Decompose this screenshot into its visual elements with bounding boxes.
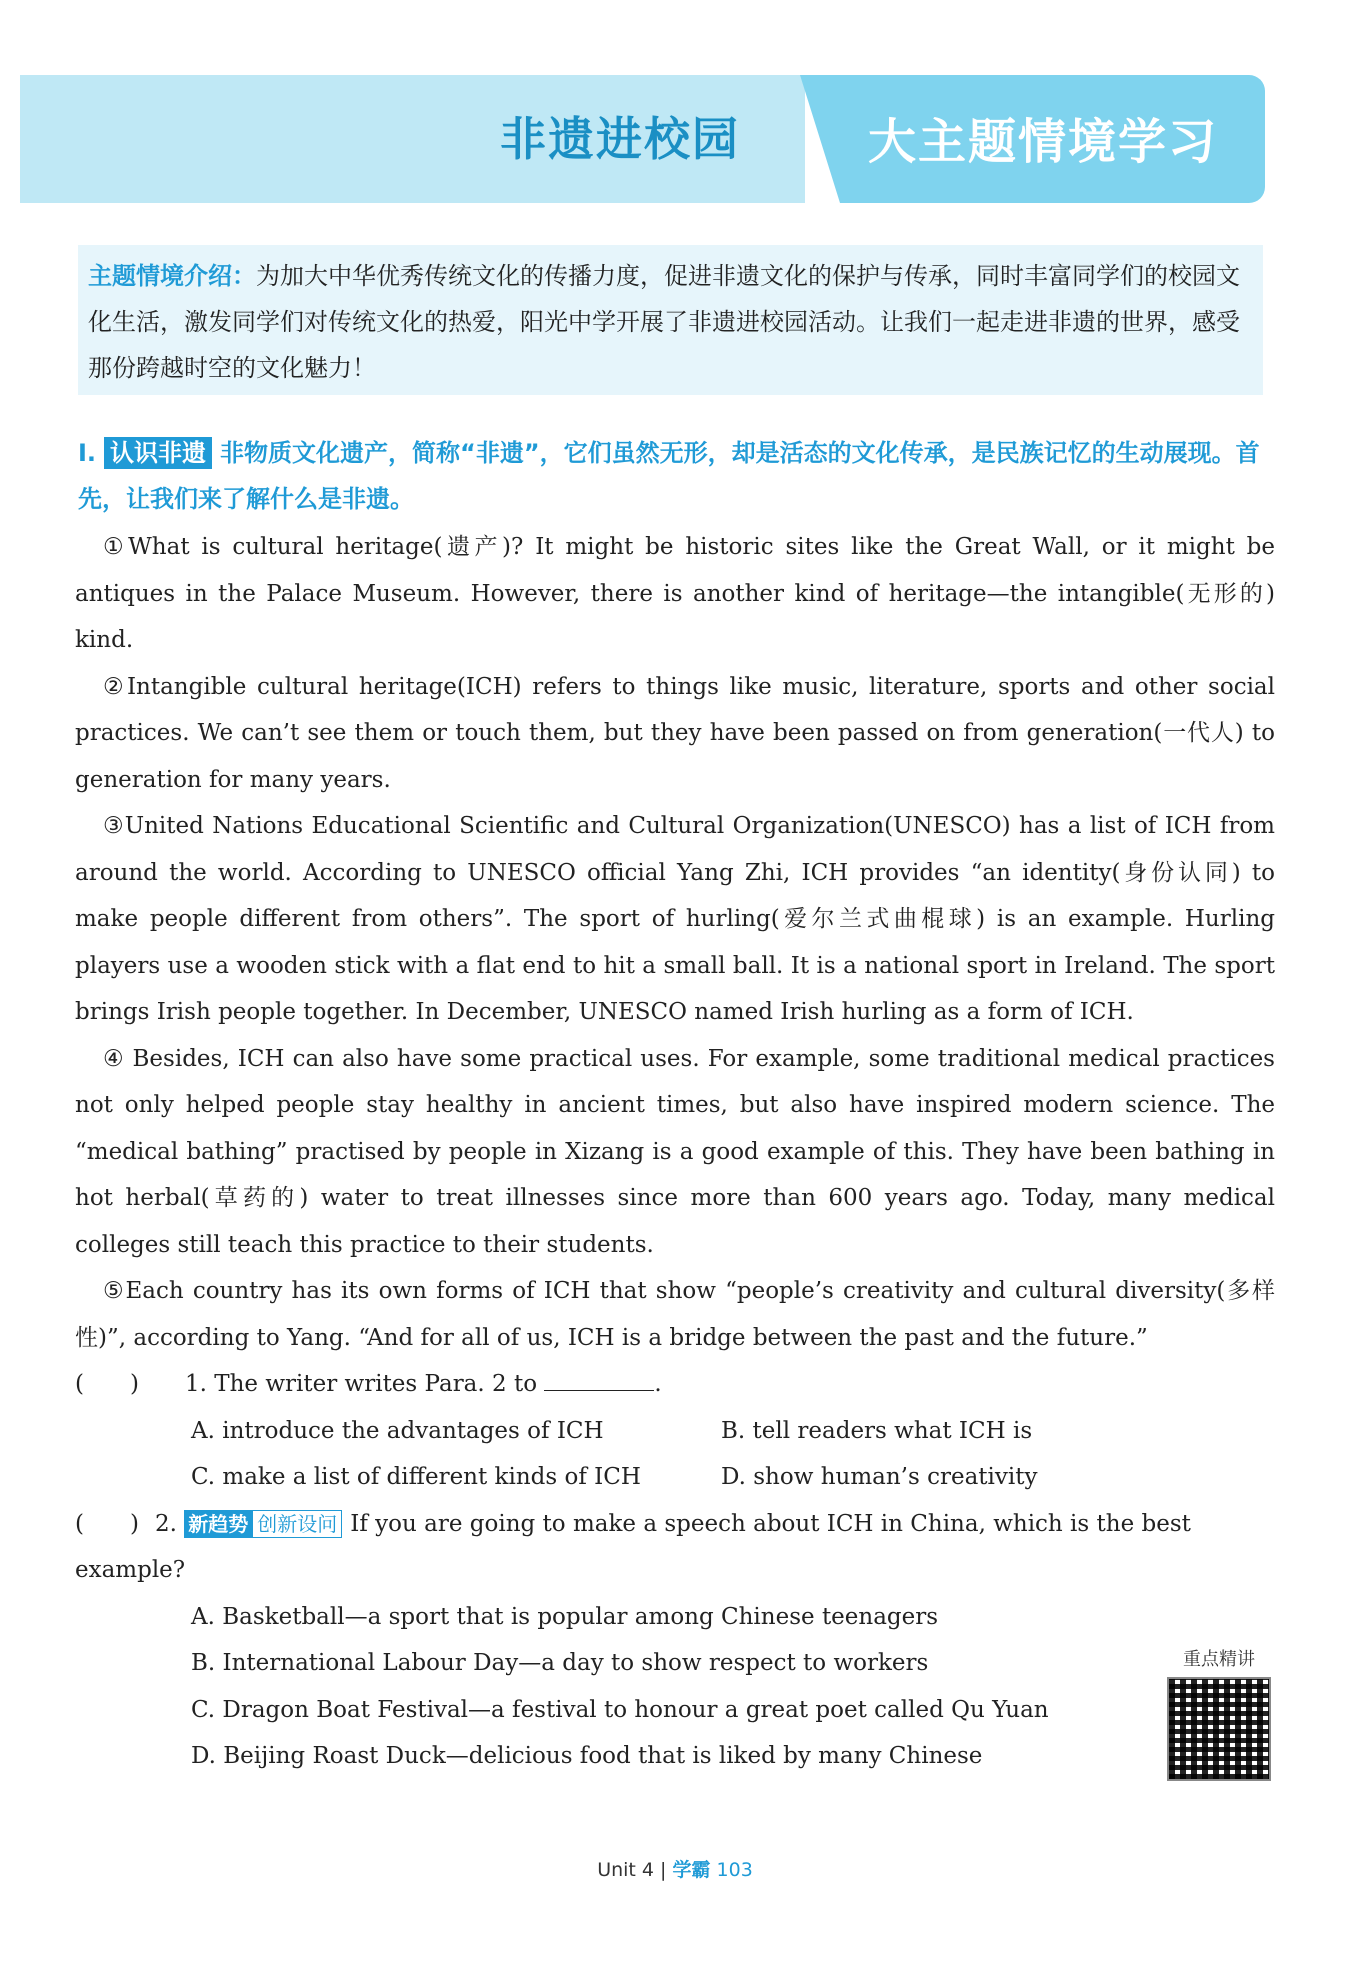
trend-tag: 新趋势: [184, 1510, 252, 1538]
question-1: [75, 1361, 1275, 1408]
option-2c[interactable]: C. Dragon Boat Festival—a festival to honour a great poet called Qu Yuan: [191, 1696, 1049, 1723]
footer-unit: Unit 4: [597, 1859, 654, 1881]
reading-passage: [75, 524, 1275, 1780]
question-1-end: .: [654, 1371, 662, 1397]
question-1-stem: 1. The writer writes Para. 2 to: [185, 1371, 538, 1397]
option-2d[interactable]: D. Beijing Roast Duck—delicious food that is liked by many Chinese: [191, 1743, 983, 1769]
page-header: [20, 75, 1265, 203]
question-2-stem: If you are going to make a speech about ICH in China, which is the best example?: [75, 1510, 1191, 1583]
option-1d[interactable]: D. show human’s creativity: [721, 1464, 1038, 1490]
intro-label: 主题情境介绍：: [88, 262, 256, 290]
paragraph-3: ③United Nations Educational Scientific and Cultural Organization(UNESCO) has a list of ICH from around the world. According to UNESCO official Yang Zhi, ICH provides “an identity(身份认同) to make people different from others”. The sport of hurling(爱尔兰式曲棍球) is an example. Hurling players use a wooden stick with a flat end to hit a small ball. It is a national sport in Ireland. The sport brings Irish people together. In December, UNESCO named Irish hurling as a form of ICH.: [75, 813, 1275, 1025]
option-1a[interactable]: A. introduce the advantages of ICH: [191, 1417, 604, 1444]
header-title-left: 非遗进校园: [500, 112, 740, 166]
qr-code-icon[interactable]: [1167, 1677, 1271, 1781]
intro-box: [78, 245, 1263, 395]
answer-paren-1[interactable]: ( ): [75, 1371, 139, 1397]
section-text: 非物质文化遗产，简称“非遗”，它们虽然无形，却是活态的文化传承，是民族记忆的生动展现。首先，让我们来了解什么是非遗。: [78, 439, 1260, 513]
paragraph-5: ⑤Each country has its own forms of ICH that show “people’s creativity and cultural diversity(多样性)”, according to Yang. “And for all of us, ICH is a bridge between the past and the future.”: [75, 1278, 1275, 1351]
option-2a[interactable]: A. Basketball—a sport that is popular among Chinese teenagers: [191, 1603, 939, 1630]
question-1-blank[interactable]: [544, 1366, 654, 1391]
page-number: 103: [716, 1859, 753, 1881]
qr-code-block[interactable]: [1160, 1645, 1278, 1785]
paragraph-4: ④ Besides, ICH can also have some practical uses. For example, some traditional medical practices not only helped people stay healthy in ancient times, but also have inspired modern science. The “medical bathing” practised by people in Xizang is a good example of this. They have been bathing in hot herbal(草药的) water to treat illnesses since more than 600 years ago. Today, many medical colleges still teach this practice to their students.: [75, 1045, 1275, 1258]
header-title-right: 大主题情境学习: [868, 114, 1219, 170]
intro-paragraph: [78, 245, 1263, 391]
paragraph-2: ②Intangible cultural heritage(ICH) refers to things like music, literature, sports and other social practices. We can’t see them or touch them, but they have been passed on from generation(一代人) to generation for many years.: [75, 673, 1275, 793]
footer-brand: 学霸: [672, 1859, 711, 1881]
page-footer: Unit 4 | 学霸 103: [597, 1859, 753, 1881]
qr-label: 重点精讲: [1183, 1649, 1255, 1670]
question-2-options: [75, 1594, 1275, 1780]
section-heading: [78, 430, 1278, 522]
answer-paren-2[interactable]: ( ): [75, 1510, 139, 1537]
section-number: Ⅰ.: [78, 439, 97, 467]
intro-text: 为加大中华优秀传统文化的传播力度，促进非遗文化的保护与传承，同时丰富同学们的校园文化生活，激发同学们对传统文化的热爱，阳光中学开展了非遗进校园活动。让我们一起走进非遗的世界，感受那份跨越时空的文化魅力！: [88, 262, 1240, 382]
paragraph-1: ①What is cultural heritage(遗产)? It might be historic sites like the Great Wall, or it might be antiques in the Palace Museum. However, there is another kind of heritage—the intangible(无形的) kind.: [75, 534, 1275, 653]
section-tag: 认识非遗: [104, 437, 212, 469]
question-2: [75, 1501, 1275, 1594]
innovation-tag: 创新设问: [252, 1510, 342, 1538]
option-1b[interactable]: B. tell readers what ICH is: [721, 1417, 1033, 1444]
question-2-number: 2.: [155, 1510, 177, 1537]
option-1c[interactable]: C. make a list of different kinds of ICH: [191, 1464, 641, 1490]
question-1-options: [75, 1408, 1275, 1501]
option-2b[interactable]: B. International Labour Day—a day to show respect to workers: [191, 1650, 929, 1676]
